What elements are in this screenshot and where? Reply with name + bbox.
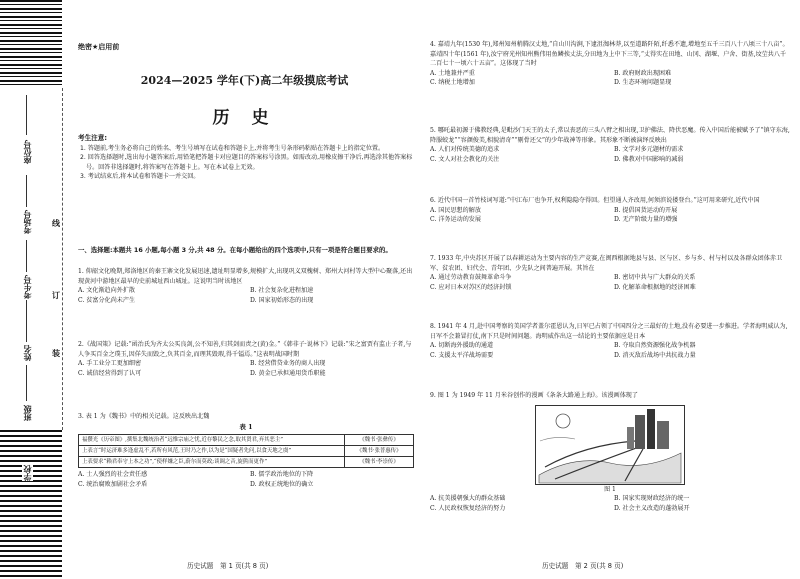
student-no-line bbox=[26, 240, 27, 272]
option-a: A. 通过劳动教育鼓舞革命斗争 bbox=[430, 274, 512, 282]
xian-glyph: 线 bbox=[52, 219, 60, 228]
option-b: B. 经营借贷业务的商人出现 bbox=[250, 360, 326, 368]
table-cell: 福攒光《历帝图》,撰集北魏统治者“远惟宗庙之忧,近存黎民之念,取其贤君,弃其恶主” bbox=[79, 435, 345, 446]
option-c: C. 人民政权恢复经济的努力 bbox=[430, 504, 506, 512]
page-2 bbox=[424, 0, 794, 579]
question-stem: 9. 图 1 为 1949 年 11 月米谷创作的漫画《条条大路通上海》。该漫画体现了 bbox=[430, 392, 638, 399]
option-a: A. 国民思想的解放 bbox=[430, 206, 481, 214]
zhuang-glyph: 装 bbox=[52, 349, 60, 358]
exam-title: 2024—2025 学年(下)高二年级摸底考试 bbox=[140, 74, 349, 87]
question-5 bbox=[430, 126, 790, 164]
option-a: A. 手工业分工更加细密 bbox=[78, 360, 142, 368]
option-d: D. 无产阶级力量的增强 bbox=[614, 216, 678, 224]
binding-pattern bbox=[0, 430, 62, 579]
option-a: A. 土地兼并严重 bbox=[430, 69, 475, 77]
cartoon-illustration bbox=[535, 405, 685, 485]
option-c: C. 洋务运动的发展 bbox=[430, 216, 481, 224]
binding-line bbox=[62, 88, 63, 430]
option-b: B. 夺取自然资源强化战争机器 bbox=[614, 342, 696, 350]
name-label: 姓名 bbox=[23, 345, 32, 361]
question-stem: 5. 哪吒最初源于佛教经典,是毗沙门天王的太子,常以丧恶的三头八臂之相出现,卫护佛法、降伏恶魔。传入中国后能被赋予了“镇守东海,降服蛟龙”“容颜俊美,相貌清奇”“剔骨还父”的少年战神等形象。其形象不断被演绎反映出 bbox=[430, 127, 790, 144]
question-6 bbox=[430, 196, 790, 225]
question-stem: 2.《战国策》记载:“函治氏为齐太公买良剑,公不知善,归其剑而责之(黄)金。”《韩非子·说林下》记载:“宋之富贾有监止子者,与人争买百金之璞玉,因佯失而毁之,负其百金,而理其毁瑕,得千镒焉。”这表明战国时期 bbox=[78, 341, 412, 358]
question-stem: 8. 1941 年 4 月,赴中国考察的美国学者盖尔霍恩认为,日军已占领了中国四分之三最好的土地,没有必要进一步推进。学者海明威认为,日军不会兼冒打仗,南下只是时间问题。海明威作出这一结论的主要依据应是日本 bbox=[430, 323, 788, 340]
question-stem: 7. 1933 年,中央苏区开展了以春耕运动为主要内容的生产竞赛,在闽西根据地县与县、区与区、乡与乡、村与村以及各群众团体赤卫军、贫农团、妇代会、青年团、少先队之间普遍开展。其旨在 bbox=[430, 255, 783, 272]
table-cell: 上表要求“赖君奉守上本之功”,“使样嫌之臣,蔚尔而莫政;谈调之音,旋熊而更作” bbox=[79, 457, 345, 468]
question-stem: 1. 仰韶文化晚期,郑洛地区的秦王寨文化发展迅速,遗址明显增多,规模扩大,出现巩义双槐树、郑州大河村等大型中心聚落,还出现黄河中游地区最早的史前城址西山城址。这说明当时该地区 bbox=[78, 268, 413, 285]
secret-mark: 绝密★启用前 bbox=[78, 43, 120, 51]
option-b: B. 儒学政治地位的下降 bbox=[250, 471, 314, 479]
question-3 bbox=[78, 412, 414, 489]
table-source: 《魏书·张彝传》 bbox=[345, 435, 414, 446]
option-b: B. 密切中共与广大群众的关系 bbox=[614, 274, 696, 282]
table-row bbox=[79, 457, 414, 468]
option-d: D. 社会主义改造的蓬勃展开 bbox=[614, 504, 690, 512]
option-d: D. 佛教对中国影响的减弱 bbox=[614, 155, 684, 163]
option-b: B. 国家实现财政经济的统一 bbox=[614, 495, 690, 503]
table-row bbox=[79, 446, 414, 457]
option-d: D. 消灭敌后战场中共抗战力量 bbox=[614, 351, 696, 359]
seat-no-label: 座位号 bbox=[23, 140, 32, 164]
question-7 bbox=[430, 254, 790, 292]
option-a: A. 人们对传统美德的追求 bbox=[430, 146, 500, 154]
option-c: C. 文人对社会教化的关注 bbox=[430, 155, 500, 163]
option-d: D. 国家初始形态的出现 bbox=[250, 296, 314, 304]
table-row bbox=[79, 435, 414, 446]
option-a: A. 切断海外援助的通道 bbox=[430, 342, 494, 350]
option-c: C. 贫富分化尚未产生 bbox=[78, 296, 136, 304]
table-source: 《魏书·李崇传》 bbox=[345, 457, 414, 468]
question-1 bbox=[78, 267, 414, 305]
seat-no-line bbox=[26, 95, 27, 135]
option-d: D. 黄金已承担通用货币职能 bbox=[250, 369, 326, 377]
option-b: B. 提倡国货运动的开展 bbox=[614, 206, 678, 214]
option-b: B. 政府财政出现困难 bbox=[614, 69, 672, 77]
option-d: D. 生态环境问题显现 bbox=[614, 79, 672, 87]
option-c: C. 统治腐败加剧社会矛盾 bbox=[78, 480, 148, 488]
question-2 bbox=[78, 340, 414, 378]
option-c: C. 纳税土地增加 bbox=[430, 79, 475, 87]
option-b: B. 社会复杂化进程加速 bbox=[250, 287, 314, 295]
ding-glyph: 订 bbox=[52, 291, 60, 300]
barcode bbox=[0, 0, 62, 88]
option-a: A. 抗美援朝强大的群众基础 bbox=[430, 495, 506, 503]
notice-item: 2. 回答选择题时,选出每小题答案后,用铅笔把答题卡对应题目的答案标号涂黑。如需改动,用橡皮擦干净后,再选涂其他答案标号。回答非选择题时,将答案写在答题卡上。写在本试卷上无效。 bbox=[80, 154, 413, 171]
notice-item: 3. 考试结束后,将本试卷和答题卡一并交回。 bbox=[80, 173, 200, 180]
question-table bbox=[78, 434, 414, 468]
notice-heading: 考生注意: bbox=[78, 134, 108, 142]
subject-title: 历 史 bbox=[212, 108, 277, 128]
question-stem: 3. 表 1 为《魏书》中的相关记载。这反映出北魏 bbox=[78, 413, 210, 420]
notice-block bbox=[78, 134, 414, 182]
option-d: D. 政权正统地位的确立 bbox=[250, 480, 314, 488]
option-c: C. 应对日本对苏区的经济封锁 bbox=[430, 283, 512, 291]
question-8 bbox=[430, 322, 790, 360]
notice-item: 1. 答题前,考生务必将自己的姓名、考生号填写在试卷和答题卡上,并将考生号条形码粘贴在答题卡上的指定位置。 bbox=[80, 144, 385, 152]
page-footer-left: 历史试题 第 1 页(共 8 页) bbox=[187, 562, 269, 570]
page-footer-right: 历史试题 第 2 页(共 8 页) bbox=[542, 562, 624, 570]
student-no-label: 考生号 bbox=[23, 275, 32, 299]
question-stem: 4. 嘉靖九年(1530 年),郑州知州稍腾汉丈地,“自山川沟涧,下逮沮洳林莽,以至道路阡陌,纤悉不遗,增地至五千三百八十八顷三十八亩”。嘉靖四十年(1561 年),汝宁府光州知州熊伟用鱼鳞挨丈法,分田地为上中下三等,“丈得实在田地、山冈、湖堰、户舍、街基,坟茔共八千二百七十一顷六十五亩”。这体现了当时 bbox=[430, 41, 789, 68]
table-source: 《魏书·张普惠传》 bbox=[345, 446, 414, 457]
question-4 bbox=[430, 40, 790, 88]
name-line bbox=[26, 300, 27, 342]
exam-no-line bbox=[26, 175, 27, 207]
option-b: B. 文学对多元题材的需求 bbox=[614, 146, 684, 154]
question-stem: 6. 近代中国一首竹枝词写道:“中江布厂也争开,权利隐隐夺得回。但望通人齐改用,何须滨说搂登台。”这可用来研究,近代中国 bbox=[430, 197, 760, 204]
table-cell: 上表言“时运济难多逢虚乱不,若所有风范,王时乃之作,以为是“国疑者先问,以食天地之虞” bbox=[79, 446, 345, 457]
option-d: D. 化解革命根据地的经济困难 bbox=[614, 283, 696, 291]
class-label: 班级 bbox=[23, 405, 32, 421]
option-a: A. 士人强烈的社会责任感 bbox=[78, 471, 148, 479]
option-a: A. 文化渐趋向外扩散 bbox=[78, 287, 136, 295]
option-c: C. 诚信经营得到了认可 bbox=[78, 369, 142, 377]
table-title: 表 1 bbox=[239, 422, 253, 431]
section-heading: 一、选择题:本题共 16 小题,每小题 3 分,共 48 分。在每小题给出的四个选项中,只有一项是符合题目要求的。 bbox=[78, 246, 392, 254]
class-line bbox=[26, 365, 27, 401]
school-label: 学校 bbox=[23, 465, 32, 481]
exam-no-label: 考场号 bbox=[23, 210, 32, 234]
page-1 bbox=[72, 0, 417, 579]
option-c: C. 支援太平洋战场需要 bbox=[430, 351, 494, 359]
question-9 bbox=[430, 391, 790, 513]
figure-caption: 图 1 bbox=[604, 485, 616, 493]
